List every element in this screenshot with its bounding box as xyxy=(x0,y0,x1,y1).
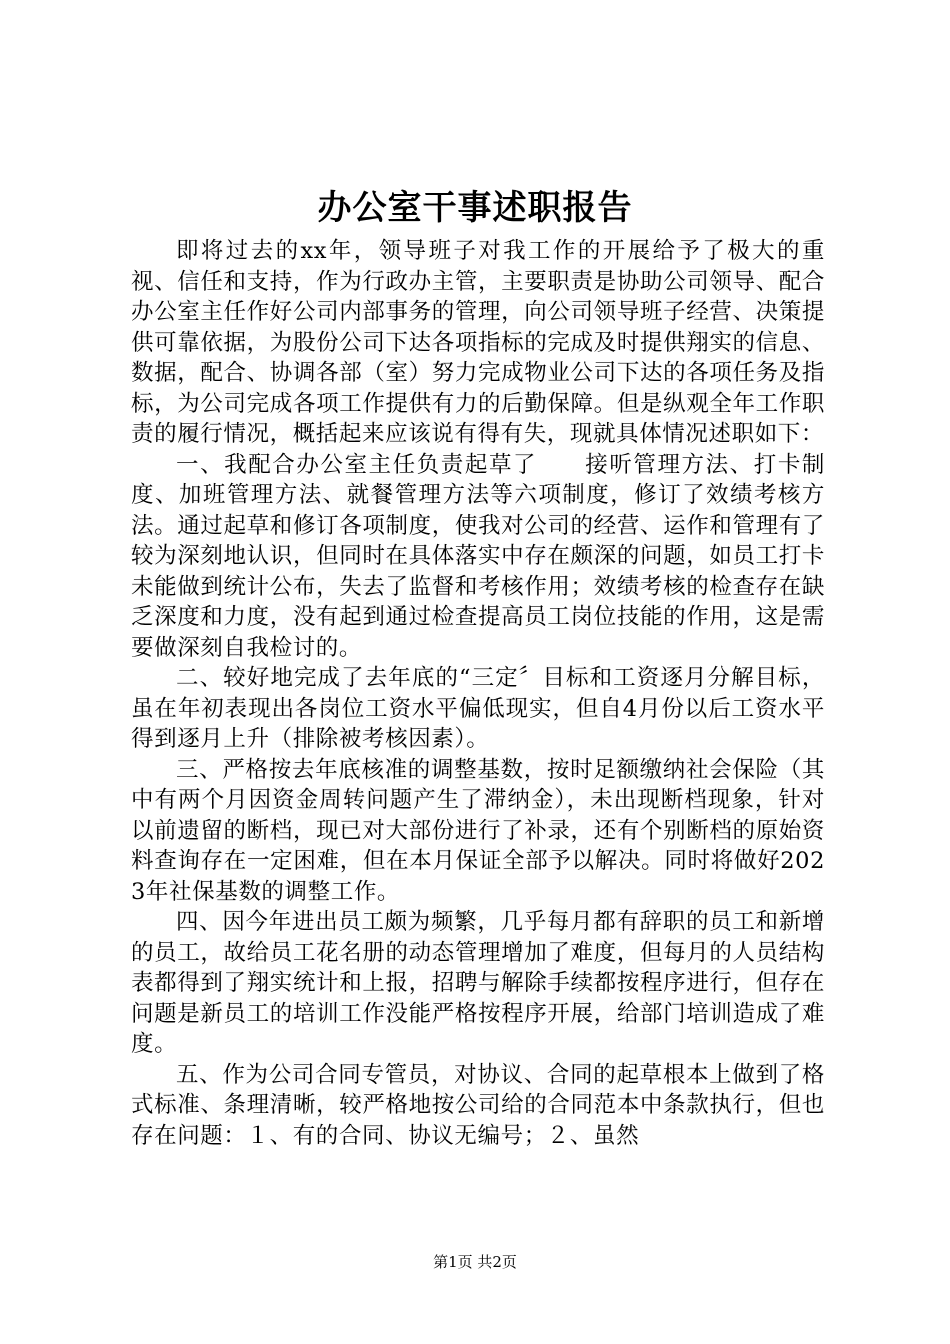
document-body xyxy=(131,236,825,1151)
paragraph-item-4: 四、因今年进出员工颇为频繁，几乎每月都有辞职的员工和新增的员工，故给员工花名册的动态管理增加了难度，但每月的人员结构表都得到了翔实统计和上报，招聘与解除手续都按程序进行，但存在问题是新员工的培训工作没能严格按程序开展，给部门培训造成了难度。 xyxy=(131,909,825,1057)
paragraph-item-1: 一、我配合办公室主任负责起草了 接听管理方法、打卡制度、加班管理方法、就餐管理方法等六项制度，修订了效绩考核方法。通过起草和修订各项制度，使我对公司的经营、运作和管理有了较为深刻地认识，但同时在具体落实中存在颇深的问题，如员工打卡未能做到统计公布，失去了监督和考核作用；效绩考核的检查存在缺乏深度和力度，没有起到通过检查提高员工岗位技能的作用，这是需要做深刻自我检讨的。 xyxy=(131,451,825,661)
paragraph-intro: 即将过去的xx年，领导班子对我工作的开展给予了极大的重视、信任和支持，作为行政办主管，主要职责是协助公司领导、配合办公室主任作好公司内部事务的管理，向公司领导班子经营、决策提供可靠依据，为股份公司下达各项指标的完成及时提供翔实的信息、数据，配合、协调各部（室）努力完成物业公司下达的各项任务及指标，为公司完成各项工作提供有力的后勤保障。但是纵观全年工作职责的履行情况，概括起来应该说有得有失，现就具体情况述职如下： xyxy=(131,238,825,447)
paragraph-item-5: 五、作为公司合同专管员，对协议、合同的起草根本上做到了格式标准、条理清晰，较严格地按公司给的合同范本中条款执行，但也存在问题：１、有的合同、协议无编号；２、虽然 xyxy=(131,1061,825,1149)
page-footer: 第1页 共2页 xyxy=(433,1253,517,1271)
document-title: 办公室干事述职报告 xyxy=(317,188,633,228)
paragraph-item-2: 二、较好地完成了去年底的“三定〞目标和工资逐月分解目标，虽在年初表现出各岗位工资水平偏低现实，但自4月份以后工资水平得到逐月上升（排除被考核因素）。 xyxy=(131,665,825,752)
paragraph-item-3: 三、严格按去年底核准的调整基数，按时足额缴纳社会保险（其中有两个月因资金周转问题产生了滞纳金），未出现断档现象，针对以前遗留的断档，现已对大部份进行了补录，还有个别断档的原始资料查询存在一定困难，但在本月保证全部予以解决。同时将做好2023年社保基数的调整工作。 xyxy=(131,756,825,905)
